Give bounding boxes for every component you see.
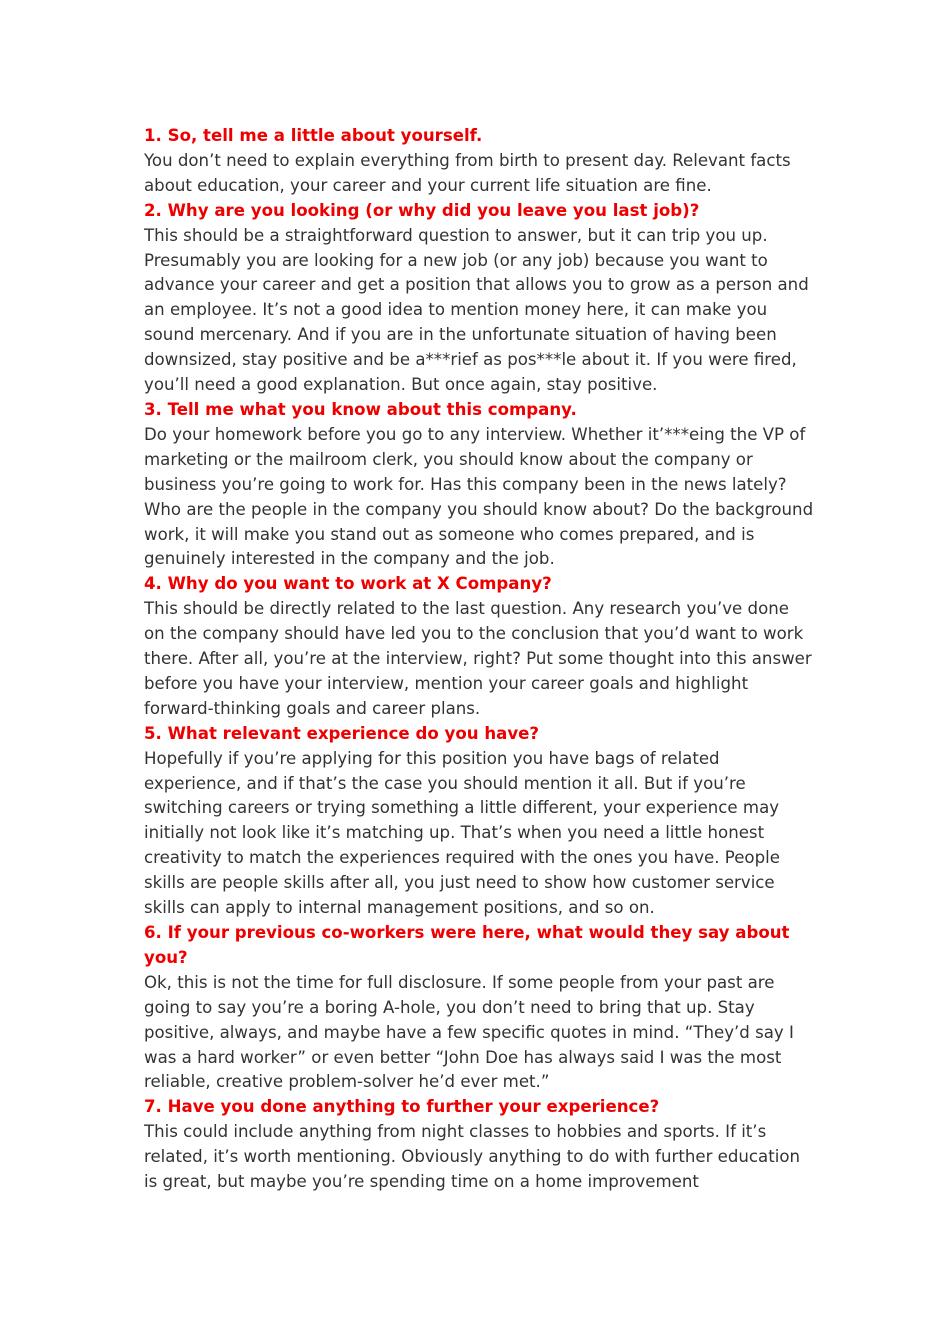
qa-item-7: [144, 1095, 814, 1195]
answer-paragraph: Do your homework before you go to any interview. Whether it’***eing the VP of marketing or the mailroom clerk, you should know about the company or business you’re going to work for. Has this company been in the news lately? Who are the people in the company you should know about? Do the background work, it will make you stand out as someone who comes prepared, and is genuinely interested in the company and the job.: [144, 424, 814, 569]
qa-item-4: [144, 572, 814, 721]
qa-item-2: [144, 199, 814, 398]
question-heading: 3. Tell me what you know about this company.: [144, 399, 577, 419]
question-heading: 4. Why do you want to work at X Company?: [144, 574, 552, 594]
question-heading: 6. If your previous co-workers were here, what would they say about you?: [144, 923, 790, 967]
answer-paragraph: This should be a straightforward question to answer, but it can trip you up. Presumably you are looking for a new job (or any job) because you want to advance your career and get a position that allows you to grow as a person and an employee. It’s not a good idea to mention money here, it can make you sound mercenary. And if you are in the unfortunate situation of having been downsized, stay positive and be a***rief as pos***le about it. If you were fired, you’ll need a good explanation. But once again, stay positive.: [144, 225, 809, 395]
question-heading: 5. What relevant experience do you have?: [144, 723, 540, 743]
answer-paragraph: You don’t need to explain everything from birth to present day. Relevant facts about education, your career and your current life situation are fine.: [144, 150, 791, 195]
document-page: [144, 124, 814, 1195]
answer-paragraph: Ok, this is not the time for full disclosure. If some people from your past are going to say you’re a boring A-hole, you don’t need to bring that up. Stay positive, always, and maybe have a few specific quotes in mind. “They’d say I was a hard worker” or even better “John Doe has always said I was the most reliable, creative problem-solver he’d ever met.”: [144, 972, 794, 1092]
answer-paragraph: Hopefully if you’re applying for this position you have bags of related experience, and if that’s the case you should mention it all. But if you’re switching careers or trying something a little different, your experience may initially not look like it’s matching up. That’s when you need a little honest creativity to match the experiences required with the ones you have. People skills are people skills after all, you just need to show how customer service skills can apply to internal management positions, and so on.: [144, 748, 780, 918]
question-heading: 1. So, tell me a little about yourself.: [144, 126, 483, 145]
qa-item-1: [144, 124, 814, 199]
qa-item-5: [144, 722, 814, 921]
answer-paragraph: This could include anything from night classes to hobbies and sports. If it’s related, it’s worth mentioning. Obviously anything to do with further education is great, but maybe you’re spending time on a home improvement: [144, 1122, 801, 1192]
answer-paragraph: This should be directly related to the last question. Any research you’ve done on the company should have led you to the conclusion that you’d want to work there. After all, you’re at the interview, right? Put some thought into this answer before you have your interview, mention your career goals and highlight forward-thinking goals and career plans.: [144, 599, 812, 718]
qa-item-6: [144, 921, 814, 1095]
question-heading: 7. Have you done anything to further your experience?: [144, 1097, 660, 1117]
qa-item-3: [144, 398, 814, 572]
question-heading: 2. Why are you looking (or why did you leave you last job)?: [144, 200, 700, 220]
